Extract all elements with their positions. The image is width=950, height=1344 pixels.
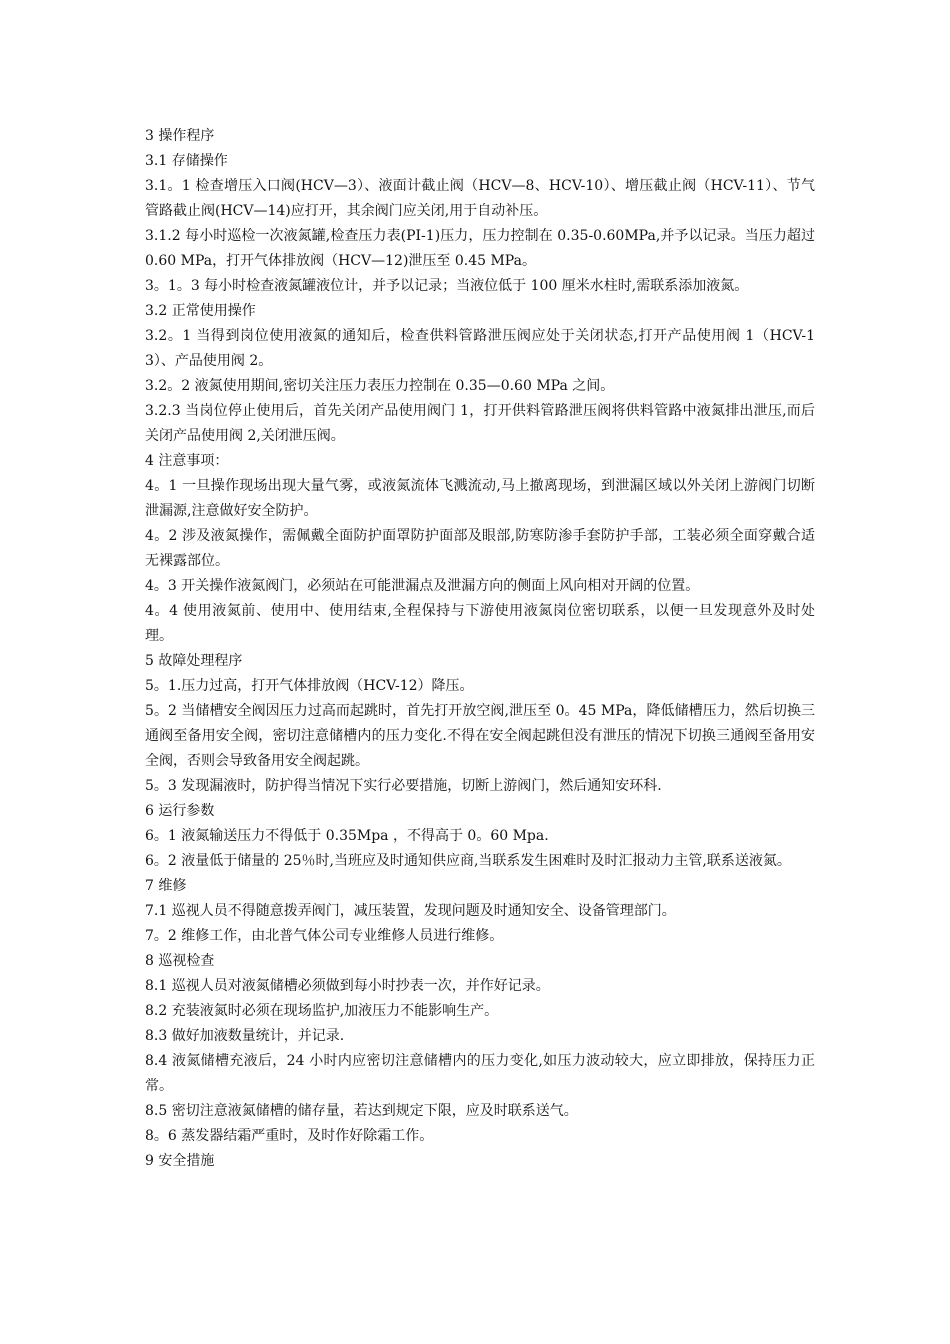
paragraph-5-2: 5。2 当储槽安全阀因压力过高而起跳时，首先打开放空阀,泄压至 0。45 MPa，降低储槽压力，然后切换三通阀至备用安全阀，密切注意储槽内的压力变化.不得在安全阀起跳但没有泄压的情况下切换三通阀至备用安全阀，否则会导致备用安全阀起跳。 — [145, 703, 815, 769]
paragraph-6-2: 6。2 液量低于储量的 25％时,当班应及时通知供应商,当联系发生困难时及时汇报动力主管,联系送液氮。 — [145, 853, 791, 869]
paragraph-4-4: 4。4 使用液氮前、使用中、使用结束,全程保持与下游使用液氮岗位密切联系，以便一旦发现意外及时处理。 — [145, 603, 815, 644]
paragraph-4-1: 4。1 一旦操作现场出现大量气雾，或液氮流体飞溅流动,马上撤离现场，到泄漏区域以外关闭上游阀门切断泄漏源,注意做好安全防护。 — [145, 478, 815, 519]
paragraph-4-2: 4。2 涉及液氮操作，需佩戴全面防护面罩防护面部及眼部,防寒防渗手套防护手部，工装必须全面穿戴合适无裸露部位。 — [145, 528, 815, 569]
paragraph-8-6: 8。6 蒸发器结霜严重时，及时作好除霜工作。 — [145, 1128, 434, 1144]
document-page — [145, 124, 815, 1174]
paragraph-5-1: 5。1.压力过高，打开气体排放阀（HCV-12）降压。 — [145, 678, 474, 694]
paragraph-3-2-1: 3.2。1 当得到岗位使用液氮的通知后，检查供料管路泄压阀应处于关闭状态,打开产品使用阀 1（HCV-13）、产品使用阀 2。 — [145, 328, 815, 369]
section-heading-8: 8 巡视检查 — [145, 953, 215, 969]
paragraph-3-1-2: 3.1.2 每小时巡检一次液氮罐,检查压力表(PI-1)压力，压力控制在 0.35-0.60MPa,并予以记录。当压力超过 0.60 MPa，打开气体排放阀（HCV—12)泄压至 0.45 MPa。 — [145, 228, 815, 269]
section-heading-6: 6 运行参数 — [145, 803, 215, 819]
paragraph-8-4: 8.4 液氮储槽充液后，24 小时内应密切注意储槽内的压力变化,如压力波动较大，应立即排放，保持压力正常。 — [145, 1053, 815, 1094]
section-heading-9: 9 安全措施 — [145, 1153, 215, 1169]
paragraph-8-5: 8.5 密切注意液氮储槽的储存量，若达到规定下限，应及时联系送气。 — [145, 1103, 578, 1119]
paragraph-3-2-3: 3.2.3 当岗位停止使用后，首先关闭产品使用阀门 1，打开供料管路泄压阀将供料管路中液氮排出泄压,而后关闭产品使用阀 2,关闭泄压阀。 — [145, 403, 815, 444]
paragraph-5-3: 5。3 发现漏液时，防护得当情况下实行必要措施，切断上游阀门，然后通知安环科. — [145, 778, 662, 794]
paragraph-3-1-1: 3.1。1 检查增压入口阀(HCV—3）、液面计截止阀（HCV—8、HCV-10）、增压截止阀（HCV-11）、节气管路截止阀(HCV—14)应打开，其余阀门应关闭,用于自动补压。 — [145, 178, 815, 219]
paragraph-3-2-2: 3.2。2 液氮使用期间,密切关注压力表压力控制在 0.35—0.60 MPa 之间。 — [145, 378, 615, 394]
paragraph-8-2: 8.2 充装液氮时必须在现场监护,加液压力不能影响生产。 — [145, 1003, 499, 1019]
section-heading-3-2: 3.2 正常使用操作 — [145, 303, 256, 319]
paragraph-7-2: 7。2 维修工作，由北普气体公司专业维修人员进行维修。 — [145, 928, 504, 944]
paragraph-4-3: 4。3 开关操作液氮阀门，必须站在可能泄漏点及泄漏方向的侧面上风向相对开阔的位置。 — [145, 578, 700, 594]
paragraph-8-1: 8.1 巡视人员对液氮储槽必须做到每小时抄表一次，并作好记录。 — [145, 978, 550, 994]
section-heading-3-1: 3.1 存储操作 — [145, 153, 228, 169]
section-heading-7: 7 维修 — [145, 878, 187, 894]
paragraph-6-1: 6。1 液氮输送压力不得低于 0.35Mpa ，不得高于 0。60 Mpa. — [145, 828, 549, 844]
section-heading-5: 5 故障处理程序 — [145, 653, 243, 669]
paragraph-3-1-3: 3。1。3 每小时检查液氮罐液位计，并予以记录；当液位低于 100 厘米水柱时,需联系添加液氮。 — [145, 278, 749, 294]
paragraph-7-1: 7.1 巡视人员不得随意拨弄阀门，减压装置，发现问题及时通知安全、设备管理部门。 — [145, 903, 676, 919]
section-heading-4: 4 注意事项： — [145, 453, 229, 469]
paragraph-8-3: 8.3 做好加液数量统计，并记录. — [145, 1028, 345, 1044]
section-heading-3: 3 操作程序 — [145, 128, 215, 144]
